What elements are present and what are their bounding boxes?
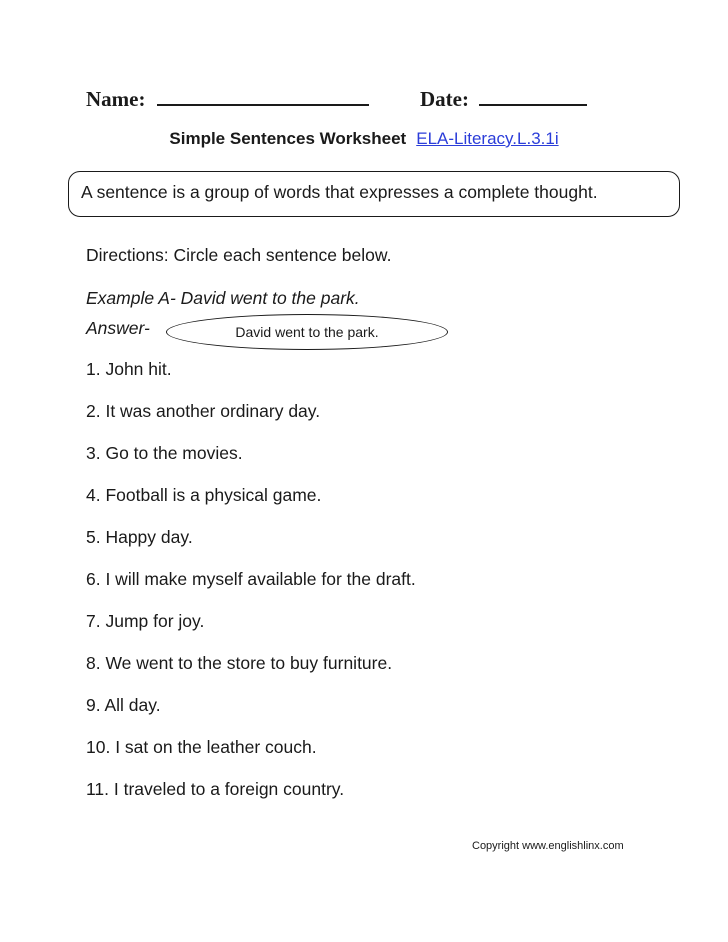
sentence-item-7[interactable]: 7. Jump for joy. (86, 611, 205, 631)
worksheet-title-row (0, 129, 728, 149)
sentence-item-2[interactable]: 2. It was another ordinary day. (86, 401, 321, 421)
directions-text: Directions: Circle each sentence below. (86, 245, 392, 265)
date-field-row (420, 87, 587, 112)
answer-label: Answer- (86, 318, 150, 338)
worksheet-title: Simple Sentences Worksheet (169, 129, 407, 148)
example-prompt: Example A- David went to the park. (86, 288, 360, 308)
answer-oval (166, 314, 448, 350)
copyright-text: Copyright www.englishlinx.com (472, 840, 624, 852)
sentence-item-1[interactable]: 1. John hit. (86, 359, 172, 379)
name-blank-line[interactable] (157, 88, 369, 106)
sentence-item-6[interactable]: 6. I will make myself available for the draft. (86, 569, 416, 589)
name-field-row (86, 87, 369, 112)
name-label: Name: (86, 87, 146, 111)
sentence-item-9[interactable]: 9. All day. (86, 695, 161, 715)
date-blank-line[interactable] (479, 88, 587, 106)
sentence-item-3[interactable]: 3. Go to the movies. (86, 443, 243, 463)
date-label: Date: (420, 87, 469, 111)
sentence-item-8[interactable]: 8. We went to the store to buy furniture. (86, 653, 393, 673)
sentence-item-11[interactable]: 11. I traveled to a foreign country. (86, 779, 345, 799)
definition-box (68, 171, 680, 217)
sentence-item-4[interactable]: 4. Football is a physical game. (86, 485, 322, 505)
sentence-item-10[interactable]: 10. I sat on the leather couch. (86, 737, 317, 757)
definition-text: A sentence is a group of words that expresses a complete thought. (81, 181, 598, 202)
standard-link[interactable]: ELA-Literacy.L.3.1i (416, 129, 559, 148)
answer-text: David went to the park. (235, 324, 379, 340)
sentence-item-5[interactable]: 5. Happy day. (86, 527, 193, 547)
